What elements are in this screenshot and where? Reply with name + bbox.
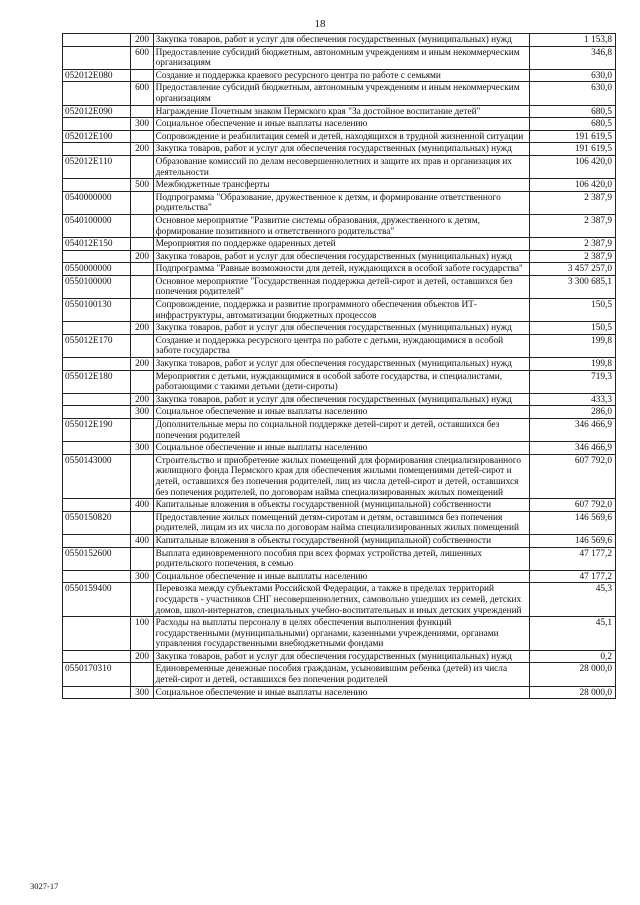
table-row <box>63 191 616 214</box>
budget-table <box>62 33 616 699</box>
csr-code-cell <box>63 650 131 663</box>
document-code: 3027-17 <box>30 881 59 891</box>
csr-code-cell <box>63 143 131 156</box>
expense-name-cell: Единовременные денежные пособия гражданам, усыновившим ребенка (детей) из числа детей-сирот и детей, оставшихся без попечения родителей <box>153 663 530 686</box>
csr-code-cell <box>63 499 131 512</box>
table-row <box>63 263 616 276</box>
vr-code-cell: 300 <box>131 118 153 131</box>
vr-code-cell: 200 <box>131 393 153 406</box>
amount-cell: 680,5 <box>530 118 616 131</box>
vr-code-cell: 200 <box>131 322 153 335</box>
vr-code-cell: 500 <box>131 179 153 192</box>
table-row <box>63 499 616 512</box>
expense-name-cell: Мероприятия с детьми, нуждающимися в особой заботе государства, и специалистами, работающими с такими детьми (дети-сироты) <box>153 370 530 393</box>
vr-code-cell: 200 <box>131 143 153 156</box>
table-row <box>63 570 616 583</box>
amount-cell: 3 457 257,0 <box>530 263 616 276</box>
amount-cell: 47 177,2 <box>530 570 616 583</box>
expense-name-cell: Закупка товаров, работ и услуг для обеспечения государственных (муниципальных) нужд <box>153 143 530 156</box>
amount-cell: 45,1 <box>530 617 616 651</box>
table-row <box>63 179 616 192</box>
table-row <box>63 118 616 131</box>
amount-cell: 47 177,2 <box>530 547 616 570</box>
amount-cell: 45,3 <box>530 583 616 617</box>
table-row <box>63 650 616 663</box>
vr-code-cell <box>131 191 153 214</box>
expense-name-cell: Основное мероприятие "Государственная поддержка детей-сирот и детей, оставшихся без попечения родителей" <box>153 275 530 298</box>
amount-cell: 28 000,0 <box>530 686 616 699</box>
csr-code-cell <box>63 118 131 131</box>
expense-name-cell: Подпрограмма "Образование, дружественное к детям, и формирование ответственного родительства" <box>153 191 530 214</box>
csr-code-cell: 0550100130 <box>63 299 131 322</box>
csr-code-cell: 055012Е170 <box>63 334 131 357</box>
amount-cell: 607 792,0 <box>530 499 616 512</box>
csr-code-cell <box>63 406 131 419</box>
vr-code-cell <box>131 419 153 442</box>
table-row <box>63 406 616 419</box>
table-row <box>63 547 616 570</box>
table-row <box>63 46 616 69</box>
csr-code-cell <box>63 179 131 192</box>
table-row <box>63 334 616 357</box>
csr-code-cell: 054012Е150 <box>63 238 131 251</box>
expense-name-cell: Создание и поддержка ресурсного центра по работе с детьми, нуждающимися в особой заботе государства <box>153 334 530 357</box>
vr-code-cell: 300 <box>131 406 153 419</box>
expense-name-cell: Социальное обеспечение и иные выплаты населению <box>153 686 530 699</box>
table-body <box>63 34 616 699</box>
csr-code-cell: 052012Е110 <box>63 155 131 178</box>
amount-cell: 191 619,5 <box>530 143 616 156</box>
expense-name-cell: Дополнительные меры по социальной поддержке детей-сирот и детей, оставшихся без попечения родителей <box>153 419 530 442</box>
csr-code-cell: 052012Е080 <box>63 69 131 82</box>
vr-code-cell <box>131 214 153 237</box>
expense-name-cell: Награждение Почетным знаком Пермского края "За достойное воспитание детей" <box>153 105 530 118</box>
expense-name-cell: Социальное обеспечение и иные выплаты населению <box>153 570 530 583</box>
table-row <box>63 442 616 455</box>
expense-name-cell: Сопровождение и реабилитация семей и детей, находящихся в трудной жизненной ситуации <box>153 130 530 143</box>
expense-name-cell: Основное мероприятие "Развитие системы образования, дружественного к детям, формирование позитивного и ответственного родительства" <box>153 214 530 237</box>
csr-code-cell: 055012Е190 <box>63 419 131 442</box>
vr-code-cell <box>131 370 153 393</box>
amount-cell: 2 387,9 <box>530 250 616 263</box>
csr-code-cell <box>63 322 131 335</box>
table-row <box>63 34 616 47</box>
csr-code-cell <box>63 34 131 47</box>
vr-code-cell: 400 <box>131 534 153 547</box>
amount-cell: 1 153,8 <box>530 34 616 47</box>
expense-name-cell: Предоставление жилых помещений детям-сиротам и детям, оставшимся без попечения родителей, лицам из их числа по договорам найма специализированных жилых помещений <box>153 511 530 534</box>
amount-cell: 28 000,0 <box>530 663 616 686</box>
csr-code-cell <box>63 393 131 406</box>
table-row <box>63 663 616 686</box>
table-row <box>63 617 616 651</box>
expense-name-cell: Образование комиссий по делам несовершеннолетних и защите их прав и организация их деятельности <box>153 155 530 178</box>
expense-name-cell: Мероприятия по поддержке одаренных детей <box>153 238 530 251</box>
vr-code-cell <box>131 663 153 686</box>
table-row <box>63 250 616 263</box>
vr-code-cell <box>131 454 153 498</box>
table-row <box>63 393 616 406</box>
vr-code-cell: 400 <box>131 499 153 512</box>
table-row <box>63 214 616 237</box>
csr-code-cell: 052012Е090 <box>63 105 131 118</box>
csr-code-cell <box>63 46 131 69</box>
amount-cell: 199,8 <box>530 358 616 371</box>
table-row <box>63 143 616 156</box>
expense-name-cell: Закупка товаров, работ и услуг для обеспечения государственных (муниципальных) нужд <box>153 358 530 371</box>
csr-code-cell <box>63 617 131 651</box>
vr-code-cell: 200 <box>131 34 153 47</box>
expense-name-cell: Социальное обеспечение и иные выплаты населению <box>153 118 530 131</box>
amount-cell: 150,5 <box>530 299 616 322</box>
page-number: 18 <box>314 18 326 30</box>
vr-code-cell <box>131 275 153 298</box>
csr-code-cell: 0550152600 <box>63 547 131 570</box>
table-row <box>63 105 616 118</box>
amount-cell: 0,2 <box>530 650 616 663</box>
csr-code-cell: 052012Е100 <box>63 130 131 143</box>
csr-code-cell: 0550143000 <box>63 454 131 498</box>
amount-cell: 199,8 <box>530 334 616 357</box>
amount-cell: 146 569,6 <box>530 534 616 547</box>
vr-code-cell <box>131 583 153 617</box>
csr-code-cell <box>63 82 131 105</box>
amount-cell: 106 420,0 <box>530 179 616 192</box>
amount-cell: 146 569,6 <box>530 511 616 534</box>
csr-code-cell <box>63 534 131 547</box>
vr-code-cell: 300 <box>131 442 153 455</box>
amount-cell: 286,0 <box>530 406 616 419</box>
vr-code-cell <box>131 155 153 178</box>
vr-code-cell <box>131 299 153 322</box>
expense-name-cell: Предоставление субсидий бюджетным, автономным учреждениям и иным некоммерческим организациям <box>153 46 530 69</box>
expense-name-cell: Сопровождение, поддержка и развитие программного обеспечения объектов ИТ-инфраструктуры, автоматизации бюджетных процессов <box>153 299 530 322</box>
table-row <box>63 370 616 393</box>
amount-cell: 346 466,9 <box>530 442 616 455</box>
vr-code-cell: 200 <box>131 250 153 263</box>
expense-name-cell: Закупка товаров, работ и услуг для обеспечения государственных (муниципальных) нужд <box>153 34 530 47</box>
expense-name-cell: Создание и поддержка краевого ресурсного центра по работе с семьями <box>153 69 530 82</box>
amount-cell: 630,0 <box>530 69 616 82</box>
expense-name-cell: Закупка товаров, работ и услуг для обеспечения государственных (муниципальных) нужд <box>153 322 530 335</box>
table-row <box>63 583 616 617</box>
vr-code-cell: 600 <box>131 82 153 105</box>
table-row <box>63 238 616 251</box>
amount-cell: 607 792,0 <box>530 454 616 498</box>
amount-cell: 346 466,9 <box>530 419 616 442</box>
csr-code-cell: 0540000000 <box>63 191 131 214</box>
expense-name-cell: Закупка товаров, работ и услуг для обеспечения государственных (муниципальных) нужд <box>153 393 530 406</box>
table-row <box>63 419 616 442</box>
expense-name-cell: Межбюджетные трансферты <box>153 179 530 192</box>
csr-code-cell: 0550159400 <box>63 583 131 617</box>
expense-name-cell: Капитальные вложения в объекты государственной (муниципальной) собственности <box>153 534 530 547</box>
vr-code-cell <box>131 105 153 118</box>
vr-code-cell: 200 <box>131 358 153 371</box>
expense-name-cell: Закупка товаров, работ и услуг для обеспечения государственных (муниципальных) нужд <box>153 650 530 663</box>
table-row <box>63 69 616 82</box>
expense-name-cell: Выплата единовременного пособия при всех формах устройства детей, лишенных родительского попечения, в семью <box>153 547 530 570</box>
vr-code-cell: 600 <box>131 46 153 69</box>
table-row <box>63 275 616 298</box>
csr-code-cell: 0540100000 <box>63 214 131 237</box>
table-row <box>63 686 616 699</box>
table-row <box>63 511 616 534</box>
csr-code-cell <box>63 358 131 371</box>
vr-code-cell <box>131 511 153 534</box>
amount-cell: 346,8 <box>530 46 616 69</box>
vr-code-cell: 300 <box>131 686 153 699</box>
amount-cell: 2 387,9 <box>530 191 616 214</box>
expense-name-cell: Предоставление субсидий бюджетным, автономным учреждениям и иным некоммерческим организациям <box>153 82 530 105</box>
table-row <box>63 454 616 498</box>
amount-cell: 106 420,0 <box>530 155 616 178</box>
csr-code-cell: 0550170310 <box>63 663 131 686</box>
csr-code-cell: 0550150820 <box>63 511 131 534</box>
expense-name-cell: Строительство и приобретение жилых помещений для формирования специализированного жилищного фонда Пермского края для обеспечения жилыми помещениями детей-сирот и детей, оставшихся без попечения родителей, лиц из числа детей-сирот и детей, оставшихся без попечения родителей, по договорам найма специализированных жилых помещений <box>153 454 530 498</box>
table-row <box>63 82 616 105</box>
csr-code-cell <box>63 686 131 699</box>
vr-code-cell <box>131 130 153 143</box>
amount-cell: 150,5 <box>530 322 616 335</box>
csr-code-cell <box>63 570 131 583</box>
vr-code-cell: 100 <box>131 617 153 651</box>
expense-name-cell: Капитальные вложения в объекты государственной (муниципальной) собственности <box>153 499 530 512</box>
amount-cell: 2 387,9 <box>530 214 616 237</box>
table-row <box>63 322 616 335</box>
expense-name-cell: Социальное обеспечение и иные выплаты населению <box>153 442 530 455</box>
amount-cell: 630,0 <box>530 82 616 105</box>
amount-cell: 719,3 <box>530 370 616 393</box>
expense-name-cell: Перевозка между субъектами Российской Федерации, а также в пределах территорий государств - участников СНГ несовершеннолетних, самовольно ушедших из семей, детских домов, школ-интернатов, специальных учебно-воспитательных и иных детских учреждений <box>153 583 530 617</box>
expense-name-cell: Подпрограмма "Равные возможности для детей, нуждающихся в особой заботе государства" <box>153 263 530 276</box>
csr-code-cell <box>63 442 131 455</box>
csr-code-cell: 0550000000 <box>63 263 131 276</box>
table-row <box>63 155 616 178</box>
vr-code-cell <box>131 334 153 357</box>
table-row <box>63 299 616 322</box>
vr-code-cell <box>131 263 153 276</box>
vr-code-cell: 200 <box>131 650 153 663</box>
amount-cell: 191 619,5 <box>530 130 616 143</box>
csr-code-cell: 055012Е180 <box>63 370 131 393</box>
table-row <box>63 534 616 547</box>
expense-name-cell: Расходы на выплаты персоналу в целях обеспечения выполнения функций государственными (муниципальными) органами, казенными учреждениями, органами управления государственными внебюджетными фондами <box>153 617 530 651</box>
vr-code-cell <box>131 69 153 82</box>
csr-code-cell <box>63 250 131 263</box>
expense-name-cell: Социальное обеспечение и иные выплаты населению <box>153 406 530 419</box>
vr-code-cell <box>131 238 153 251</box>
expense-name-cell: Закупка товаров, работ и услуг для обеспечения государственных (муниципальных) нужд <box>153 250 530 263</box>
table-row <box>63 130 616 143</box>
amount-cell: 2 387,9 <box>530 238 616 251</box>
amount-cell: 680,5 <box>530 105 616 118</box>
csr-code-cell: 0550100000 <box>63 275 131 298</box>
vr-code-cell <box>131 547 153 570</box>
amount-cell: 433,3 <box>530 393 616 406</box>
table-row <box>63 358 616 371</box>
vr-code-cell: 300 <box>131 570 153 583</box>
amount-cell: 3 300 685,1 <box>530 275 616 298</box>
